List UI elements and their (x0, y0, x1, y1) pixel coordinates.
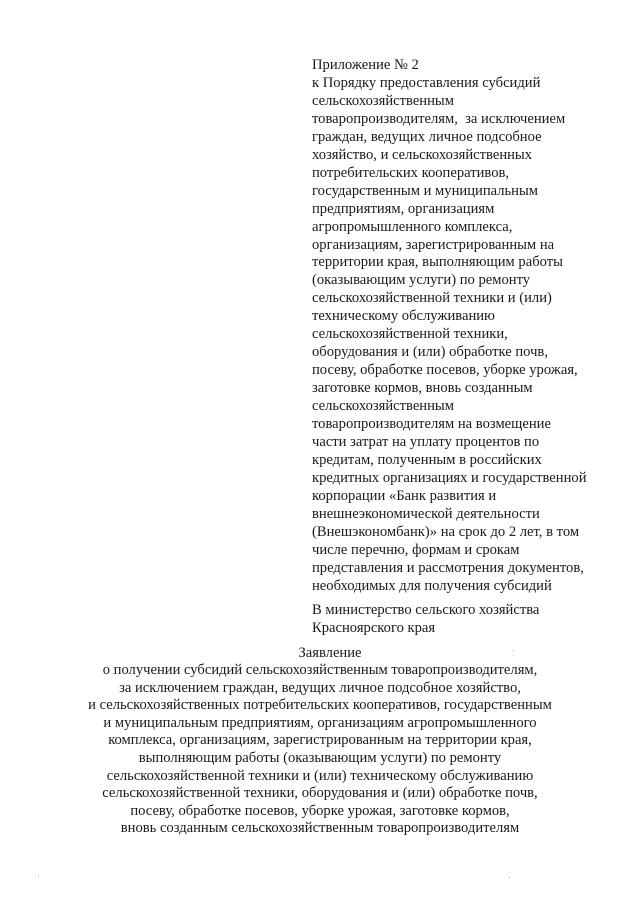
statement-line: вновь созданным сельскохозяйственным товаропроизводителям (120, 820, 520, 837)
appendix-line: корпорации «Банк развития и (312, 487, 497, 504)
appendix-line: (оказывающим услуги) по ремонту (312, 272, 531, 289)
appendix-line: (Внешэкономбанк)» на срок до 2 лет, в том (312, 523, 580, 540)
statement-line: о получении субсидий сельскохозяйственным товаропроизводителям, (102, 662, 538, 678)
appendix-line: необходимых для получения субсидий (312, 577, 552, 594)
appendix-line: посеву, обработке посевов, уборке урожая, (312, 362, 578, 379)
statement-title: Заявление (298, 645, 362, 661)
statement-line: сельскохозяйственной техники, оборудования и (или) обработке почв, (102, 785, 538, 802)
appendix-line: сельскохозяйственной техники и (или) (312, 290, 552, 307)
appendix-line: кредитных организациях и государственной (312, 469, 587, 486)
appendix-line: числе перечню, формам и срокам (312, 541, 520, 558)
appendix-line: к Порядку предоставления субсидий (312, 74, 541, 91)
scan-speck (509, 877, 510, 878)
addressee-line: Красноярского края (312, 619, 436, 636)
statement-line: и муниципальным предприятиям, организациям агропромышленного (103, 714, 537, 731)
appendix-line: части затрат на уплату процентов по (312, 434, 540, 451)
appendix-line: заготовке кормов, вновь созданным (312, 380, 533, 397)
appendix-line: сельскохозяйственным (312, 92, 454, 109)
addressee-line: В министерство сельского хозяйства (312, 602, 540, 618)
appendix-header (312, 57, 632, 596)
appendix-line: сельскохозяйственной техники, (312, 326, 508, 343)
appendix-line: техническому обслуживанию (312, 308, 495, 325)
statement-line: посеву, обработке посевов, уборке урожая, заготовке кормов, (130, 802, 510, 819)
appendix-line: территории края, выполняющим работы (312, 254, 563, 271)
appendix-line: предприятиям, организациям (312, 200, 495, 217)
scan-speck (513, 650, 514, 651)
scan-speck (38, 876, 39, 877)
statement-subject (0, 662, 640, 838)
appendix-line: товаропроизводителям на возмещение (312, 416, 551, 433)
appendix-line: хозяйство, и сельскохозяйственных (312, 146, 533, 163)
appendix-line: граждан, ведущих личное подсобное (312, 128, 542, 145)
appendix-line: товаропроизводителям, за исключением (312, 110, 566, 127)
appendix-line: кредитам, полученным в российских (312, 451, 542, 468)
appendix-line: оборудования и (или) обработке почв, (312, 344, 548, 361)
appendix-line: агропромышленного комплекса, (312, 218, 513, 235)
appendix-line: организациям, зарегистрированным на (312, 236, 555, 253)
statement-line: выполняющим работы (оказывающим услуги) по ремонту (138, 749, 502, 766)
addressee-block (312, 602, 632, 637)
appendix-line: государственным и муниципальным (312, 182, 539, 199)
appendix-line: сельскохозяйственным (312, 398, 454, 415)
appendix-line: потребительских кооперативов, (312, 164, 510, 181)
appendix-line: представления и рассмотрения документов, (312, 559, 584, 576)
statement-line: комплекса, организациям, зарегистрированным на территории края, (108, 732, 532, 749)
statement-line: и сельскохозяйственных потребительских кооперативов, государственным (88, 697, 552, 714)
statement-line: сельскохозяйственной техники и (или) техническому обслуживанию (106, 767, 534, 784)
appendix-line: Приложение № 2 (312, 57, 419, 73)
appendix-line: внешнеэкономической деятельности (312, 505, 540, 522)
statement-line: за исключением граждан, ведущих личное подсобное хозяйство, (119, 679, 521, 696)
